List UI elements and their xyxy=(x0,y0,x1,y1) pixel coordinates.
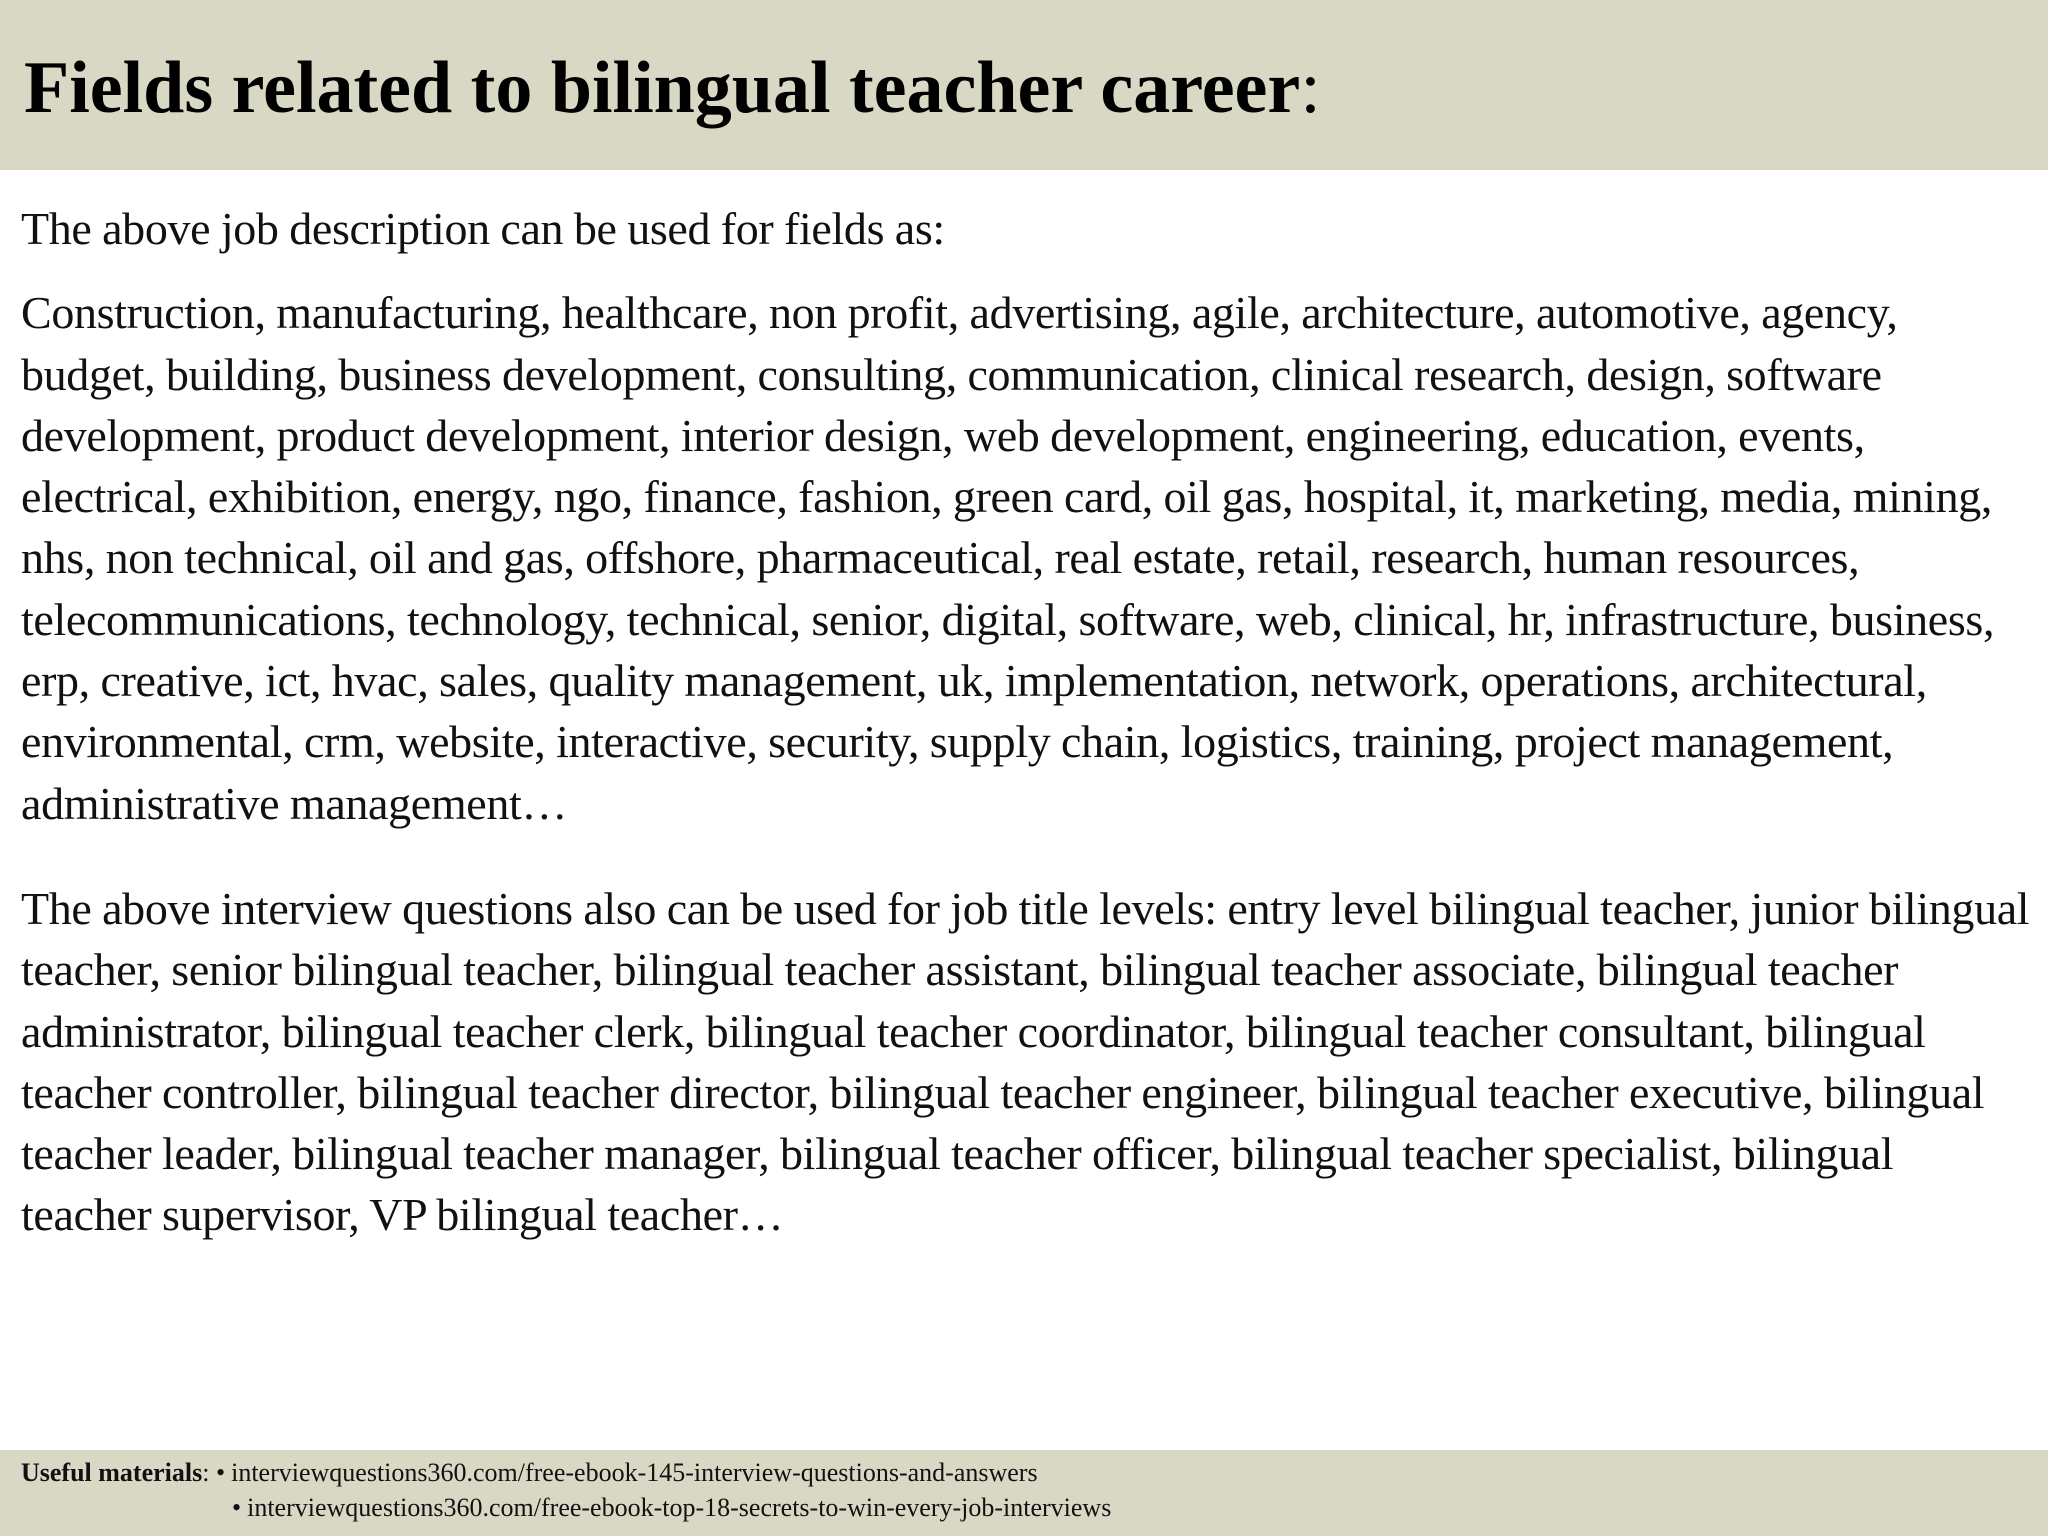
footer-row-2 xyxy=(232,1493,1111,1523)
slide-content xyxy=(21,198,2031,1246)
bullet-icon: • xyxy=(215,1458,226,1487)
footer-link-1[interactable]: interviewquestions360.com/free-ebook-145-interview-questions-and-answers xyxy=(231,1458,1038,1487)
page-title-colon: : xyxy=(1300,47,1321,129)
useful-materials-label: Useful materials xyxy=(21,1458,203,1487)
page-title-text: Fields related to bilingual teacher career xyxy=(24,47,1301,129)
job-levels-paragraph: The above interview questions also can be used for job title levels: entry level bilingual teacher, junior bilingual teacher, senior bilingual teacher, bilingual teacher assistant, bilingual teacher associate, bilingual teacher administrator, bilingual teacher clerk, bilingual teacher coordinator, bilingual teacher consultant, bilingual teacher controller, bilingual teacher director, bilingual teacher engineer, bilingual teacher executive, bilingual teacher leader, bilingual teacher manager, bilingual teacher officer, bilingual teacher specialist, bilingual teacher supervisor, VP bilingual teacher… xyxy=(21,882,2030,1241)
footer-separator: : xyxy=(202,1458,216,1487)
footer-link-2[interactable]: interviewquestions360.com/free-ebook-top-18-secrets-to-win-every-job-interviews xyxy=(247,1493,1112,1522)
title-bar xyxy=(0,0,2048,170)
fields-paragraph: Construction, manufacturing, healthcare, non profit, advertising, agile, architecture, automotive, agency, budget, building, business development, consulting, communication, clinical research, design, software development, product development, interior design, web development, engineering, education, events, electrical, exhibition, energy, ngo, finance, fashion, green card, oil gas, hospital, it, marketing, media, mining, nhs, non technical, oil and gas, offshore, pharmaceutical, real estate, retail, research, human resources, telecommunications, technology, technical, senior, digital, software, web, clinical, hr, infrastructure, business, erp, creative, ict, hvac, sales, quality management, uk, implementation, network, operations, architectural, environmental, crm, website, interactive, security, supply chain, logistics, training, project management, administrative management… xyxy=(21,287,1995,829)
page-title xyxy=(24,44,1321,132)
bullet-icon: • xyxy=(232,1493,242,1522)
intro-paragraph: The above job description can be used for fields as: xyxy=(21,203,945,254)
footer-bar xyxy=(0,1450,2048,1536)
footer-row-1 xyxy=(21,1458,1038,1488)
